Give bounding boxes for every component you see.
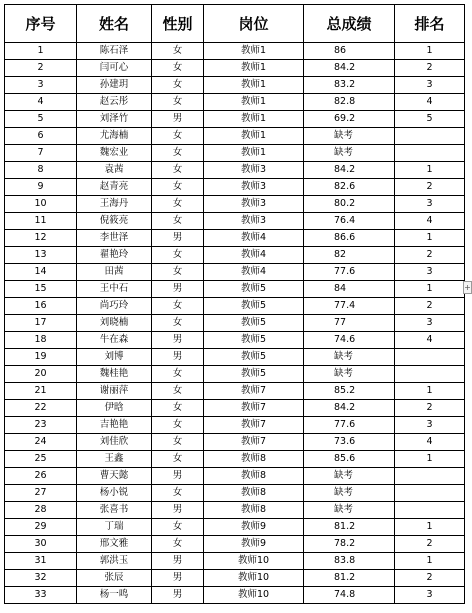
cell-gender: 女 <box>152 434 204 451</box>
cell-name: 丁瑞 <box>77 519 152 536</box>
cell-serial-number: 5 <box>5 111 77 128</box>
cell-position: 教师1 <box>204 94 304 111</box>
table-row <box>5 366 465 383</box>
cell-position: 教师8 <box>204 451 304 468</box>
cell-serial-number: 20 <box>5 366 77 383</box>
cell-gender: 男 <box>152 332 204 349</box>
cell-position: 教师7 <box>204 417 304 434</box>
table-row <box>5 43 465 60</box>
table-row <box>5 451 465 468</box>
cell-serial-number: 18 <box>5 332 77 349</box>
cell-serial-number: 19 <box>5 349 77 366</box>
cell-total-score: 80.2 <box>304 196 395 213</box>
cell-serial-number: 6 <box>5 128 77 145</box>
cell-rank: 2 <box>395 570 465 587</box>
cell-serial-number: 16 <box>5 298 77 315</box>
cell-serial-number: 13 <box>5 247 77 264</box>
table-row <box>5 281 465 298</box>
cell-name: 牛在森 <box>77 332 152 349</box>
cell-gender: 女 <box>152 264 204 281</box>
table-row <box>5 587 465 604</box>
cell-total-score: 74.8 <box>304 587 395 604</box>
cell-name: 倪筱亮 <box>77 213 152 230</box>
table-row <box>5 400 465 417</box>
cell-position: 教师5 <box>204 349 304 366</box>
cell-name: 伊晗 <box>77 400 152 417</box>
cell-gender: 女 <box>152 315 204 332</box>
cell-gender: 男 <box>152 230 204 247</box>
cell-rank: 4 <box>395 94 465 111</box>
cell-serial-number: 14 <box>5 264 77 281</box>
cell-total-score: 缺考 <box>304 145 395 162</box>
cell-gender: 男 <box>152 468 204 485</box>
cell-rank: 2 <box>395 298 465 315</box>
cell-total-score: 缺考 <box>304 468 395 485</box>
cell-gender: 女 <box>152 162 204 179</box>
cell-serial-number: 32 <box>5 570 77 587</box>
cell-position: 教师5 <box>204 366 304 383</box>
cell-total-score: 77.6 <box>304 264 395 281</box>
cell-position: 教师9 <box>204 536 304 553</box>
table-row <box>5 145 465 162</box>
cell-name: 刘博 <box>77 349 152 366</box>
cell-name: 吉艳艳 <box>77 417 152 434</box>
cell-gender: 女 <box>152 213 204 230</box>
cell-position: 教师7 <box>204 383 304 400</box>
cell-position: 教师3 <box>204 213 304 230</box>
cell-total-score: 84 <box>304 281 395 298</box>
table-row <box>5 77 465 94</box>
cell-name: 李世泽 <box>77 230 152 247</box>
cell-rank: 4 <box>395 434 465 451</box>
cell-rank: 2 <box>395 179 465 196</box>
cell-rank: 1 <box>395 281 465 298</box>
table-row <box>5 485 465 502</box>
cell-total-score: 82.6 <box>304 179 395 196</box>
cell-gender: 女 <box>152 145 204 162</box>
cell-position: 教师4 <box>204 264 304 281</box>
table-row <box>5 94 465 111</box>
cell-serial-number: 28 <box>5 502 77 519</box>
cell-rank: 2 <box>395 400 465 417</box>
header-gender: 性别 <box>152 5 204 43</box>
cell-total-score: 78.2 <box>304 536 395 553</box>
cell-name: 刘泽竹 <box>77 111 152 128</box>
cell-name: 王鑫 <box>77 451 152 468</box>
cell-gender: 男 <box>152 281 204 298</box>
cell-gender: 女 <box>152 128 204 145</box>
table-body <box>5 43 465 604</box>
cell-gender: 女 <box>152 247 204 264</box>
cell-gender: 女 <box>152 196 204 213</box>
cell-serial-number: 27 <box>5 485 77 502</box>
cell-position: 教师7 <box>204 400 304 417</box>
cell-gender: 男 <box>152 111 204 128</box>
cell-total-score: 74.6 <box>304 332 395 349</box>
cell-position: 教师9 <box>204 519 304 536</box>
cell-rank: 3 <box>395 587 465 604</box>
table-row <box>5 315 465 332</box>
cell-serial-number: 21 <box>5 383 77 400</box>
cell-total-score: 81.2 <box>304 570 395 587</box>
cell-total-score: 77 <box>304 315 395 332</box>
cell-serial-number: 31 <box>5 553 77 570</box>
cell-total-score: 84.2 <box>304 400 395 417</box>
cell-position: 教师8 <box>204 485 304 502</box>
header-position: 岗位 <box>204 5 304 43</box>
cell-gender: 男 <box>152 502 204 519</box>
table-row <box>5 519 465 536</box>
score-table <box>4 4 465 604</box>
cell-total-score: 69.2 <box>304 111 395 128</box>
cell-serial-number: 17 <box>5 315 77 332</box>
header-serial-number: 序号 <box>5 5 77 43</box>
cell-name: 翟艳玲 <box>77 247 152 264</box>
table-row <box>5 128 465 145</box>
table-row <box>5 60 465 77</box>
cell-rank: 3 <box>395 315 465 332</box>
cell-serial-number: 24 <box>5 434 77 451</box>
cell-gender: 男 <box>152 349 204 366</box>
cell-name: 曹天懿 <box>77 468 152 485</box>
cell-rank: 3 <box>395 196 465 213</box>
cell-rank: 4 <box>395 332 465 349</box>
cell-name: 刘佳欣 <box>77 434 152 451</box>
table-row <box>5 162 465 179</box>
table-row <box>5 111 465 128</box>
table-row <box>5 247 465 264</box>
cell-position: 教师4 <box>204 247 304 264</box>
cell-rank: 2 <box>395 60 465 77</box>
cell-position: 教师1 <box>204 128 304 145</box>
cell-position: 教师4 <box>204 230 304 247</box>
table-row <box>5 213 465 230</box>
table-row <box>5 383 465 400</box>
cell-name: 张辰 <box>77 570 152 587</box>
cell-gender: 男 <box>152 587 204 604</box>
cell-gender: 女 <box>152 485 204 502</box>
cell-name: 王中石 <box>77 281 152 298</box>
table-row <box>5 553 465 570</box>
cell-gender: 女 <box>152 451 204 468</box>
cell-total-score: 84.2 <box>304 60 395 77</box>
cell-position: 教师1 <box>204 145 304 162</box>
cell-name: 孙建玥 <box>77 77 152 94</box>
cell-serial-number: 15 <box>5 281 77 298</box>
cell-total-score: 82 <box>304 247 395 264</box>
cell-position: 教师8 <box>204 502 304 519</box>
cell-rank: 1 <box>395 451 465 468</box>
cell-serial-number: 30 <box>5 536 77 553</box>
cell-rank: 3 <box>395 264 465 281</box>
cell-position: 教师5 <box>204 298 304 315</box>
cell-name: 杨小锐 <box>77 485 152 502</box>
cell-position: 教师8 <box>204 468 304 485</box>
cell-serial-number: 8 <box>5 162 77 179</box>
cell-position: 教师7 <box>204 434 304 451</box>
cell-total-score: 82.8 <box>304 94 395 111</box>
cell-total-score: 85.2 <box>304 383 395 400</box>
cell-total-score: 77.6 <box>304 417 395 434</box>
cell-name: 尤海楠 <box>77 128 152 145</box>
cell-rank <box>395 366 465 383</box>
cell-gender: 女 <box>152 94 204 111</box>
cell-name: 王海丹 <box>77 196 152 213</box>
cell-gender: 女 <box>152 536 204 553</box>
cell-position: 教师10 <box>204 587 304 604</box>
cell-rank <box>395 349 465 366</box>
table-row <box>5 349 465 366</box>
cell-name: 魏桂艳 <box>77 366 152 383</box>
cell-serial-number: 2 <box>5 60 77 77</box>
table-row <box>5 536 465 553</box>
table-row <box>5 468 465 485</box>
cell-position: 教师10 <box>204 553 304 570</box>
table-row <box>5 264 465 281</box>
cell-total-score: 77.4 <box>304 298 395 315</box>
table-row <box>5 196 465 213</box>
cell-total-score: 81.2 <box>304 519 395 536</box>
table-header <box>5 5 465 43</box>
expand-handle-icon[interactable]: + <box>464 283 471 292</box>
cell-rank: 4 <box>395 213 465 230</box>
cell-serial-number: 11 <box>5 213 77 230</box>
cell-position: 教师5 <box>204 281 304 298</box>
cell-name: 邢文雅 <box>77 536 152 553</box>
table-row <box>5 502 465 519</box>
cell-position: 教师1 <box>204 111 304 128</box>
cell-total-score: 缺考 <box>304 349 395 366</box>
header-row <box>5 5 465 43</box>
cell-gender: 女 <box>152 77 204 94</box>
cell-serial-number: 3 <box>5 77 77 94</box>
cell-rank: 1 <box>395 383 465 400</box>
cell-rank: 5 <box>395 111 465 128</box>
cell-rank: 3 <box>395 77 465 94</box>
cell-serial-number: 12 <box>5 230 77 247</box>
cell-total-score: 缺考 <box>304 366 395 383</box>
cell-rank: 1 <box>395 43 465 60</box>
cell-serial-number: 1 <box>5 43 77 60</box>
cell-name: 赵云彤 <box>77 94 152 111</box>
cell-name: 张喜书 <box>77 502 152 519</box>
cell-serial-number: 7 <box>5 145 77 162</box>
header-total-score: 总成绩 <box>304 5 395 43</box>
cell-position: 教师10 <box>204 570 304 587</box>
cell-serial-number: 25 <box>5 451 77 468</box>
cell-rank <box>395 502 465 519</box>
cell-position: 教师1 <box>204 60 304 77</box>
cell-position: 教师5 <box>204 315 304 332</box>
cell-position: 教师5 <box>204 332 304 349</box>
cell-total-score: 84.2 <box>304 162 395 179</box>
cell-rank <box>395 128 465 145</box>
table-row <box>5 298 465 315</box>
cell-position: 教师1 <box>204 77 304 94</box>
cell-total-score: 86.6 <box>304 230 395 247</box>
cell-serial-number: 22 <box>5 400 77 417</box>
cell-total-score: 缺考 <box>304 485 395 502</box>
cell-total-score: 86 <box>304 43 395 60</box>
cell-serial-number: 4 <box>5 94 77 111</box>
cell-serial-number: 9 <box>5 179 77 196</box>
cell-rank <box>395 145 465 162</box>
cell-serial-number: 29 <box>5 519 77 536</box>
cell-gender: 女 <box>152 400 204 417</box>
cell-gender: 女 <box>152 179 204 196</box>
cell-total-score: 76.4 <box>304 213 395 230</box>
table-row <box>5 417 465 434</box>
table-row <box>5 179 465 196</box>
table-row <box>5 570 465 587</box>
cell-name: 谢丽萍 <box>77 383 152 400</box>
cell-name: 陈石泽 <box>77 43 152 60</box>
cell-position: 教师3 <box>204 196 304 213</box>
header-rank: 排名 <box>395 5 465 43</box>
cell-name: 尚巧玲 <box>77 298 152 315</box>
cell-gender: 男 <box>152 570 204 587</box>
cell-rank: 2 <box>395 247 465 264</box>
cell-total-score: 83.2 <box>304 77 395 94</box>
cell-name: 杨一鸣 <box>77 587 152 604</box>
cell-rank: 1 <box>395 230 465 247</box>
cell-rank: 1 <box>395 553 465 570</box>
cell-name: 赵青亮 <box>77 179 152 196</box>
table-row <box>5 434 465 451</box>
cell-rank: 1 <box>395 162 465 179</box>
cell-total-score: 缺考 <box>304 502 395 519</box>
cell-gender: 女 <box>152 519 204 536</box>
cell-position: 教师3 <box>204 179 304 196</box>
cell-name: 袁茜 <box>77 162 152 179</box>
cell-gender: 女 <box>152 60 204 77</box>
header-name: 姓名 <box>77 5 152 43</box>
cell-gender: 女 <box>152 298 204 315</box>
cell-serial-number: 26 <box>5 468 77 485</box>
cell-gender: 女 <box>152 383 204 400</box>
cell-serial-number: 10 <box>5 196 77 213</box>
cell-rank <box>395 485 465 502</box>
cell-rank: 2 <box>395 536 465 553</box>
cell-name: 郭洪玉 <box>77 553 152 570</box>
cell-rank: 1 <box>395 519 465 536</box>
table-row <box>5 230 465 247</box>
cell-rank: 3 <box>395 417 465 434</box>
cell-gender: 男 <box>152 553 204 570</box>
cell-total-score: 缺考 <box>304 128 395 145</box>
table-row <box>5 332 465 349</box>
cell-rank <box>395 468 465 485</box>
cell-total-score: 85.6 <box>304 451 395 468</box>
cell-position: 教师1 <box>204 43 304 60</box>
cell-name: 刘晓楠 <box>77 315 152 332</box>
cell-total-score: 73.6 <box>304 434 395 451</box>
cell-gender: 女 <box>152 417 204 434</box>
cell-name: 魏宏业 <box>77 145 152 162</box>
cell-name: 田茜 <box>77 264 152 281</box>
cell-gender: 女 <box>152 366 204 383</box>
cell-serial-number: 33 <box>5 587 77 604</box>
cell-gender: 女 <box>152 43 204 60</box>
cell-total-score: 83.8 <box>304 553 395 570</box>
cell-position: 教师3 <box>204 162 304 179</box>
cell-name: 闫可心 <box>77 60 152 77</box>
cell-serial-number: 23 <box>5 417 77 434</box>
